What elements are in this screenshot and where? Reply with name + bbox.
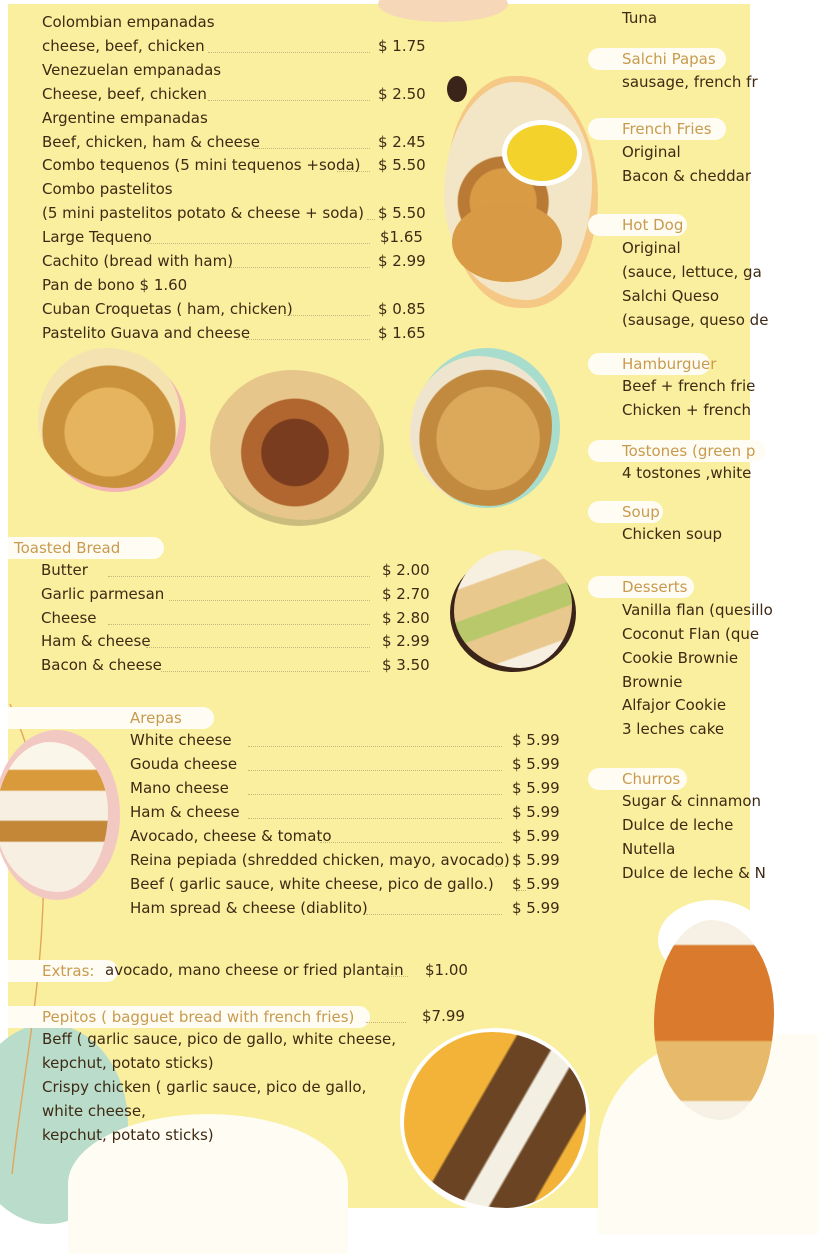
menu-item-dots — [246, 339, 370, 340]
arepa-photo — [0, 742, 108, 892]
pepito-line: Crispy chicken ( garlic sauce, pico de gallo, — [42, 1078, 367, 1096]
menu-item-name: Colombian empanadas — [42, 13, 215, 31]
menu-item-dots — [495, 866, 503, 867]
right-item: (sauce, lettuce, ga — [622, 263, 762, 281]
extras-pill — [8, 960, 118, 982]
section-title: Hamburguer — [622, 355, 717, 373]
section-title: Salchi Papas — [622, 50, 716, 68]
right-item: Brownie — [622, 673, 683, 691]
menu-item-dots — [248, 794, 502, 795]
menu-item-name: Cuban Croquetas ( ham, chicken) — [42, 299, 293, 318]
menu-item-price: $ 5.50 — [378, 156, 426, 175]
menu-item-price: $ 2.99 — [378, 252, 426, 270]
menu-item-name: Mano cheese — [130, 779, 229, 797]
right-top-item: Tuna — [622, 9, 658, 27]
menu-item-name: Gouda cheese — [130, 755, 238, 773]
menu-item-name: Beef ( garlic sauce, white cheese, pico de gallo.) — [130, 875, 494, 893]
menu-item-name: Argentine empanadas — [42, 108, 208, 127]
right-item: sausage, french fr — [622, 73, 758, 91]
section-soup — [588, 501, 663, 523]
menu-item-price: $ 5.99 — [512, 899, 560, 917]
menu-item-name: Bacon & cheese — [41, 656, 162, 675]
menu-item-dots — [253, 148, 370, 149]
pepito-line: kepchut, potato sticks) — [42, 1054, 214, 1072]
menu-item-name: Cheese — [41, 608, 97, 627]
menu-item-price: $ 5.99 — [512, 731, 560, 749]
menu-item-price: $ 3.50 — [382, 656, 430, 675]
right-item: Nutella — [622, 840, 676, 858]
decor-blob-top — [378, 0, 508, 22]
menu-item-price: $ 5.99 — [512, 779, 560, 797]
menu-item-name: cheese, beef, chicken — [42, 36, 205, 55]
empanada-filled-photo — [210, 370, 380, 520]
menu-item-name: Ham spread & cheese (diablito) — [130, 899, 368, 917]
menu-item-dots — [248, 818, 502, 819]
right-item: Chicken + french — [622, 401, 751, 419]
toasted-bread-title: Toasted Bread — [14, 539, 121, 557]
pepito-line: Beff ( garlic sauce, pico de gallo, white cheese, — [42, 1030, 397, 1048]
garlic-bread-photo — [454, 550, 572, 668]
right-item: Coconut Flan (que — [622, 625, 760, 643]
menu-item-dots — [108, 624, 370, 625]
empanada-photo — [444, 82, 592, 300]
menu-item-dots — [248, 746, 502, 747]
menu-page — [8, 4, 773, 1208]
extras-label: Extras: — [42, 962, 95, 980]
menu-item-dots — [284, 315, 370, 316]
menu-item-price: $ 0.85 — [378, 299, 426, 318]
menu-item-dots — [147, 243, 370, 244]
menu-item-name: Butter — [41, 561, 88, 579]
section-salchi-papas — [588, 48, 726, 70]
extras-price: $1.00 — [425, 961, 468, 979]
menu-item-name: Pastelito Guava and cheese — [42, 323, 251, 342]
arepas-title: Arepas — [130, 709, 182, 727]
extras-dots — [386, 976, 408, 977]
pepitos-price: $7.99 — [422, 1007, 465, 1025]
section-title: French Fries — [622, 120, 712, 138]
menu-item-price: $ 2.45 — [378, 132, 426, 151]
right-item: Bacon & cheddar — [622, 167, 752, 185]
menu-item-name: Venezuelan empanadas — [42, 60, 222, 79]
menu-item-dots — [320, 842, 502, 843]
section-churros — [588, 768, 687, 790]
menu-item-name: (5 mini pastelitos potato & cheese + soda) — [42, 204, 364, 223]
section-pepitos — [8, 1006, 370, 1028]
menu-item-name: Large Tequeno — [42, 228, 152, 247]
right-item: Dulce de leche & N — [622, 864, 766, 882]
menu-item-price: $ 2.80 — [382, 608, 430, 627]
right-item: Beef + french frie — [622, 377, 756, 395]
pepito-line: kepchut, potato sticks) — [42, 1126, 214, 1144]
tequeno-photo — [410, 356, 552, 506]
menu-item-name: Ham & cheese — [41, 632, 151, 651]
section-arepas — [8, 707, 214, 729]
right-item: Original — [622, 143, 681, 161]
menu-item-name: Cheese, beef, chicken — [42, 84, 207, 103]
right-item: Vanilla flan (quesillo — [622, 601, 773, 619]
section-tostones — [588, 440, 765, 462]
menu-item-dots — [208, 100, 370, 101]
menu-item-price: $ 5.99 — [512, 851, 560, 869]
section-hot-dog — [588, 214, 687, 236]
pepitos-title: Pepitos ( bagguet bread with french fries) — [42, 1008, 355, 1026]
section-title: Soup — [622, 503, 660, 521]
right-item: 3 leches cake — [622, 720, 725, 738]
menu-item-price: $ 5.99 — [512, 755, 560, 773]
churros-photo — [654, 920, 774, 1120]
menu-item-price: $ 1.75 — [378, 36, 426, 55]
menu-item-dots — [367, 219, 375, 220]
menu-item-name: Garlic parmesan — [41, 584, 165, 603]
section-desserts — [588, 576, 694, 598]
decor-dot-black — [447, 76, 467, 102]
menu-item-name: Beef, chicken, ham & cheese — [42, 132, 260, 151]
right-item: Salchi Queso — [622, 287, 720, 305]
menu-item-price: $ 5.50 — [378, 204, 426, 223]
section-french-fries — [588, 118, 726, 140]
menu-item-price: $ 5.99 — [512, 875, 560, 893]
menu-item-dots — [230, 267, 370, 268]
menu-item-dots — [169, 600, 370, 601]
menu-item-price: $1.65 — [380, 228, 423, 247]
section-title: Churros — [622, 770, 681, 788]
pastelito-photo — [38, 348, 180, 488]
section-title: Desserts — [622, 578, 688, 596]
menu-item-name: Combo pastelitos — [42, 180, 173, 199]
right-item: Dulce de leche — [622, 816, 734, 834]
menu-item-price: $ 5.99 — [512, 803, 560, 821]
section-title: Tostones (green p — [622, 442, 756, 460]
right-item: Chicken soup — [622, 525, 723, 543]
menu-item-dots — [108, 576, 370, 577]
menu-item-name: Combo tequenos (5 mini tequenos +soda) — [42, 156, 361, 175]
extras-text: avocado, mano cheese or fried plantain — [105, 961, 404, 979]
menu-item-name: Reina pepiada (shredded chicken, mayo, avocado) — [130, 851, 510, 869]
menu-item-dots — [366, 914, 502, 915]
pepito-fries-photo — [404, 1032, 586, 1208]
section-hamburguer — [588, 353, 717, 375]
menu-item-name: White cheese — [130, 731, 232, 749]
menu-item-dots — [208, 52, 370, 53]
menu-item-name: Cachito (bread with ham) — [42, 252, 234, 270]
menu-item-price: $ 2.99 — [382, 632, 430, 651]
menu-item-name: Ham & cheese — [130, 803, 240, 821]
menu-item-dots — [146, 647, 370, 648]
section-title: Hot Dog — [622, 216, 684, 234]
menu-item-dots — [248, 770, 502, 771]
menu-item-dots — [161, 671, 370, 672]
menu-item-price: $ 5.99 — [512, 827, 560, 845]
menu-item-price: $ 2.00 — [382, 561, 430, 579]
menu-item-price: $ 2.50 — [378, 84, 426, 103]
right-item: Original — [622, 239, 681, 257]
menu-item-name: Pan de bono $ 1.60 — [42, 275, 188, 294]
menu-item-price: $ 2.70 — [382, 584, 430, 603]
menu-item-name: Avocado, cheese & tomato — [130, 827, 332, 845]
right-item: Sugar & cinnamon — [622, 792, 762, 810]
right-item: (sausage, queso de — [622, 311, 769, 329]
pepito-line: white cheese, — [42, 1102, 146, 1120]
right-item: Cookie Brownie — [622, 649, 739, 667]
pepitos-dots — [366, 1022, 406, 1023]
right-item: 4 tostones ,white — [622, 464, 752, 482]
section-toasted-bread — [8, 537, 164, 559]
right-item: Alfajor Cookie — [622, 696, 727, 714]
menu-item-price: $ 1.65 — [378, 323, 426, 342]
menu-item-dots — [337, 171, 370, 172]
